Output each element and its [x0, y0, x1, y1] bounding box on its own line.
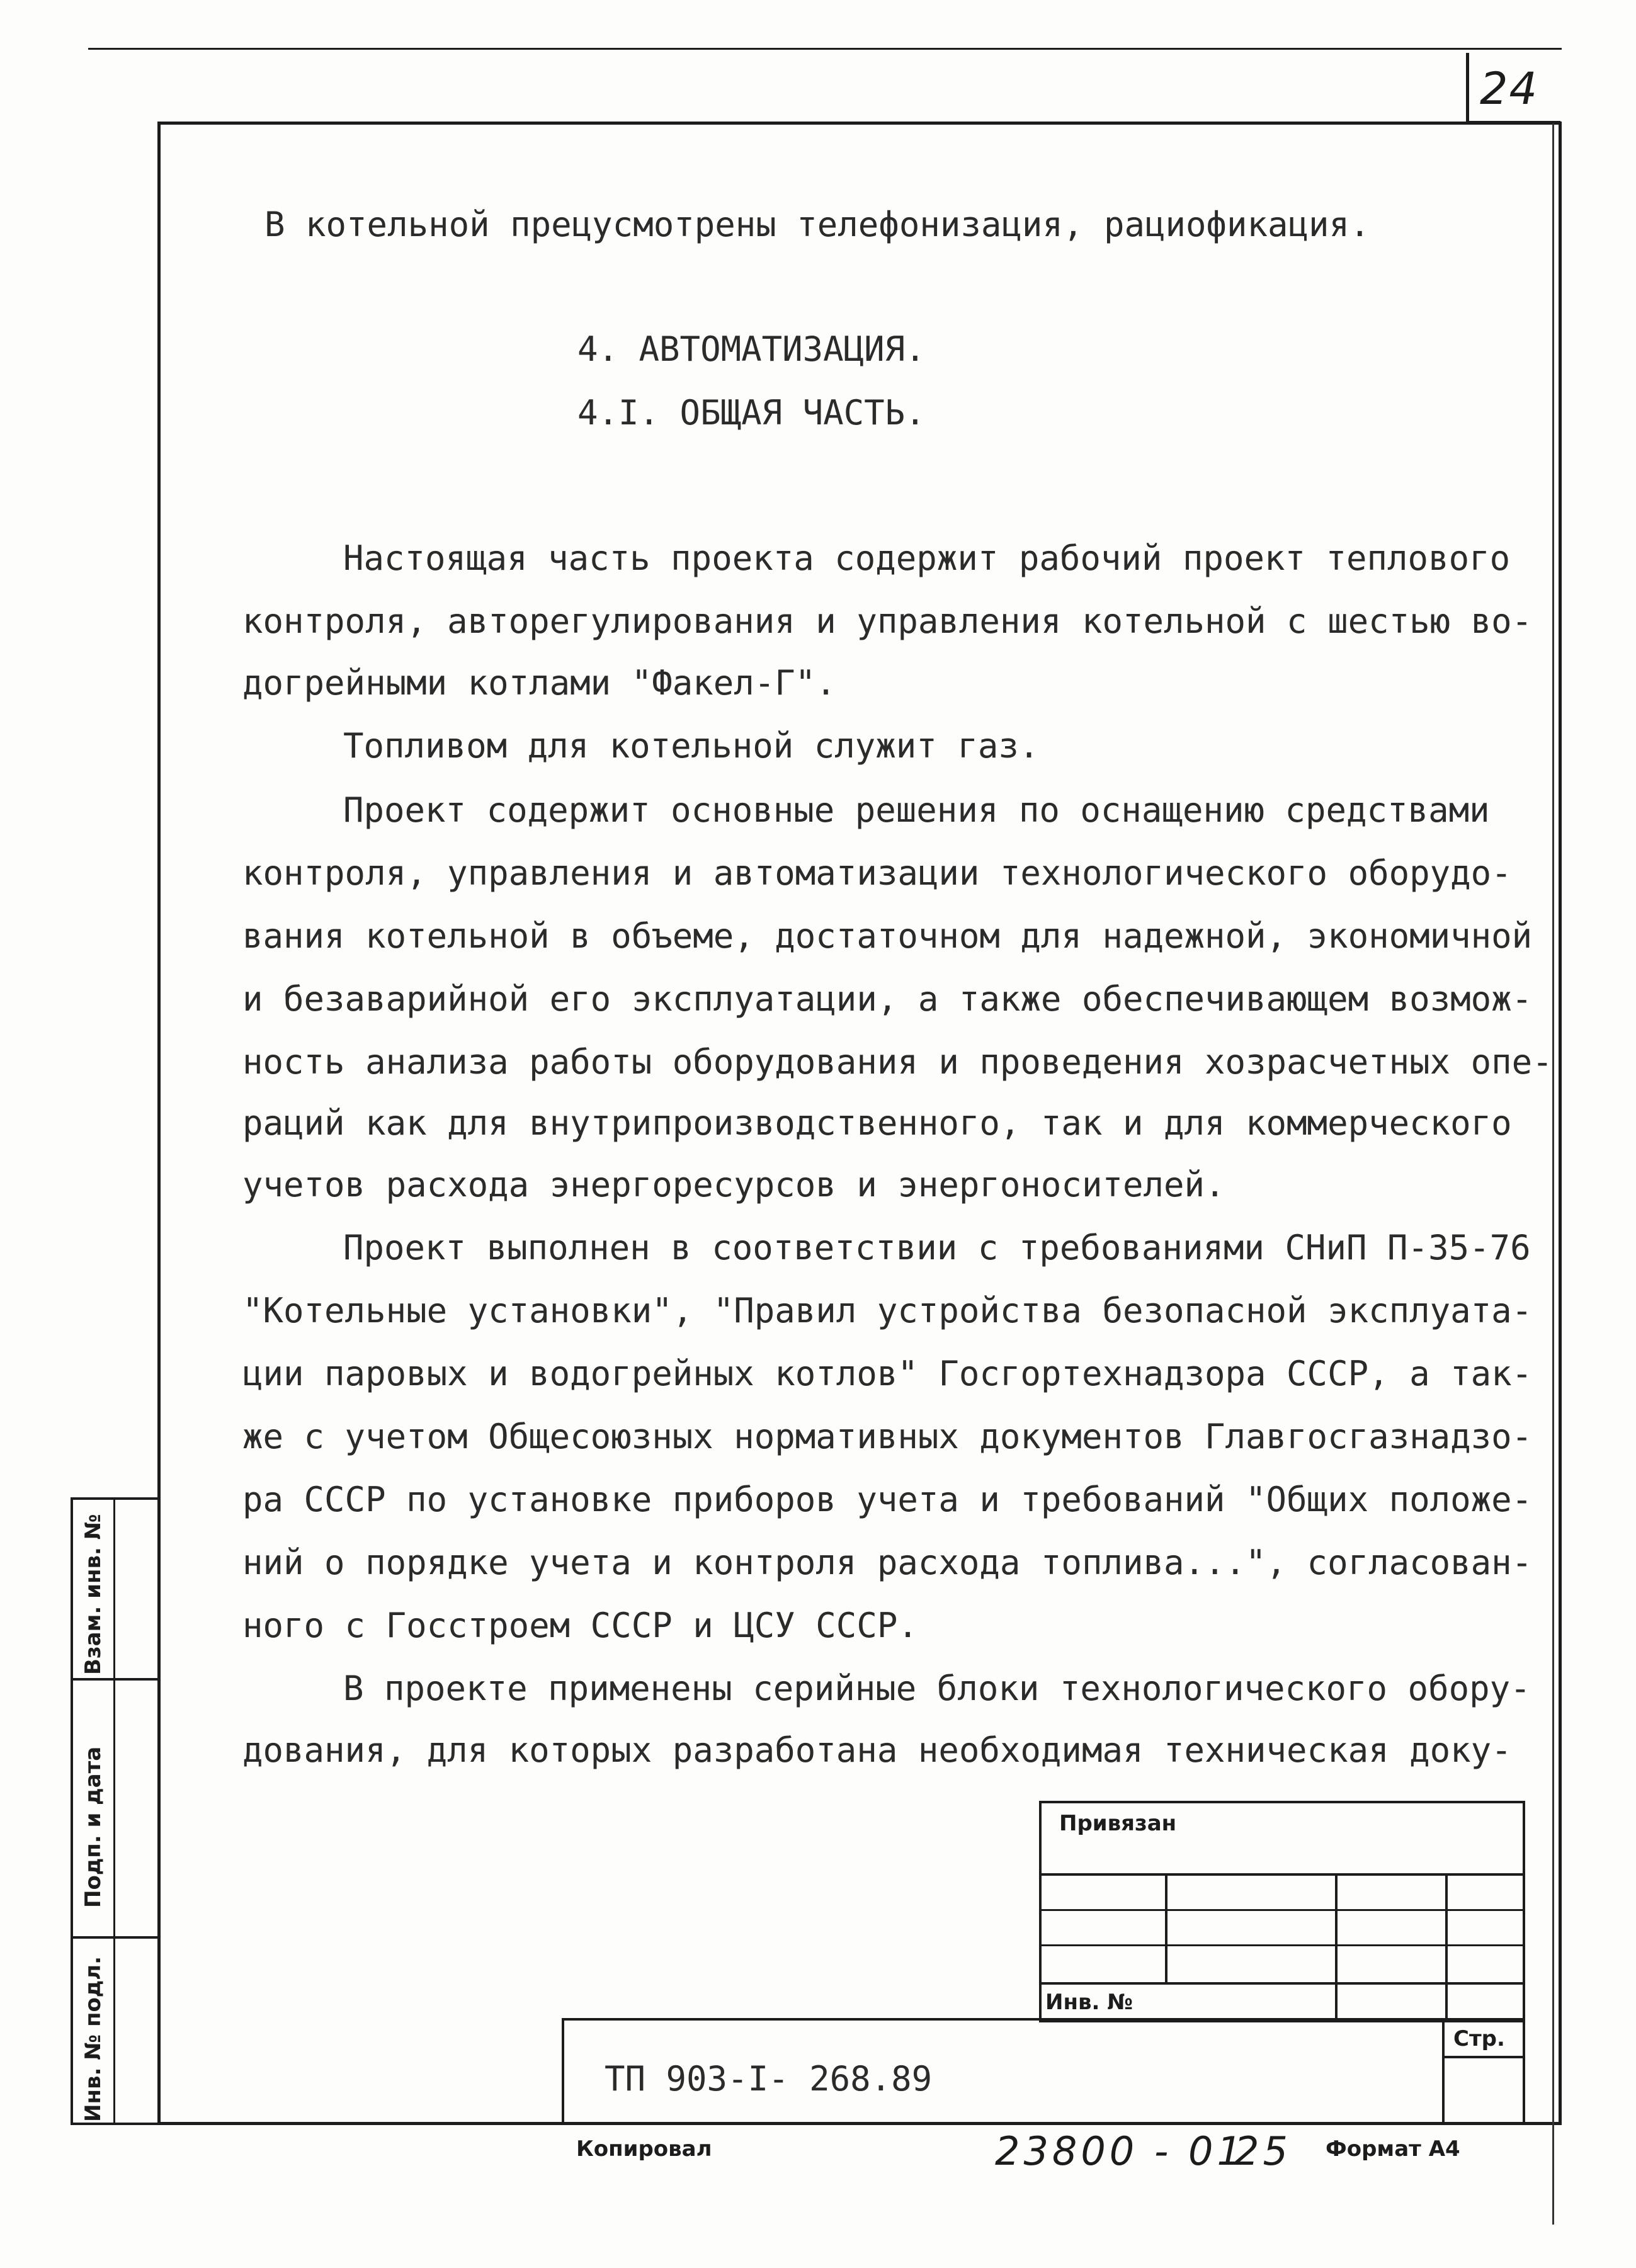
- inv-no-label: Инв. №: [1045, 1990, 1133, 2015]
- body-line: же с учетом Общесоюзных нормативных документов Главгосгазнадзо-: [242, 1417, 1533, 1456]
- privyazan-label: Привязан: [1059, 1811, 1177, 1836]
- sheet-number: 25: [1234, 2128, 1292, 2174]
- body-line: ний о порядке учета и контроля расхода топлива...", согласован-: [242, 1543, 1533, 1582]
- side-stamp-sep: [71, 1936, 160, 1939]
- page-number: 24: [1480, 63, 1539, 115]
- body-line: дования, для которых разработана необходимая техническая доку-: [242, 1730, 1512, 1770]
- title-block-hrule: [1039, 1909, 1525, 1911]
- title-block-hrule: [1039, 1982, 1525, 1985]
- title-block-vrule: [1442, 2018, 1445, 2125]
- side-label-podp-data: Подп. и дата: [81, 1746, 106, 1908]
- side-stamp-divider: [113, 1497, 115, 2125]
- body-line: Топливом для котельной служит газ.: [343, 726, 1040, 766]
- body-line: "Котельные установки", "Правил устройства безопасной эксплуата-: [242, 1291, 1533, 1330]
- side-label-vzam-inv: Взам. инв. №: [81, 1514, 106, 1675]
- body-line: Проект выполнен в соответствии с требованиями СНиП П-35-76: [343, 1228, 1531, 1267]
- subsection-heading: 4.I. ОБЩАЯ ЧАСТЬ.: [577, 393, 926, 433]
- body-line: ции паровых и водогрейных котлов" Госгортехнадзора СССР, а так-: [242, 1354, 1533, 1393]
- body-line: ность анализа работы оборудования и проведения хозрасчетных опе-: [242, 1042, 1553, 1082]
- kopiroval-label: Копировал: [576, 2136, 712, 2162]
- side-label-inv-podl: Инв. № подл.: [81, 1956, 106, 2122]
- section-heading: 4. АВТОМАТИЗАЦИЯ.: [577, 329, 926, 369]
- title-block-vrule: [1335, 1873, 1338, 2022]
- order-number: 23800 - 01: [995, 2128, 1246, 2174]
- body-line: раций как для внутрипроизводственного, так и для коммерческого: [242, 1103, 1512, 1143]
- top-rule: [88, 48, 1562, 50]
- body-line: и безаварийной его эксплуатации, а также обеспечивающем возмож-: [242, 979, 1533, 1019]
- page-label: Стр.: [1453, 2026, 1505, 2051]
- body-line: контроля, авторегулирования и управления котельной с шестью во-: [242, 601, 1533, 641]
- title-block-hrule: [1039, 1944, 1525, 1946]
- body-line: ра СССР по установке приборов учета и требований "Общих положе-: [242, 1480, 1533, 1519]
- title-block-vrule: [1165, 1873, 1167, 1982]
- body-line: догрейными котлами "Факел-Г".: [242, 663, 836, 703]
- body-line: вания котельной в объеме, достаточном для надежной, экономичной: [242, 916, 1533, 956]
- title-block-hrule: [1442, 2056, 1525, 2058]
- title-block-hrule: [1039, 1873, 1525, 1876]
- body-line: ного с Госстроем СССР и ЦСУ СССР.: [242, 1606, 918, 1645]
- body-line: контроля, управления и автоматизации технологического оборудо-: [242, 853, 1512, 893]
- right-edge-rule: [1552, 122, 1554, 2225]
- side-stamp-sep: [71, 1678, 160, 1681]
- body-line: В проекте применены серийные блоки технологического обору-: [343, 1669, 1531, 1708]
- format-label: Формат А4: [1326, 2136, 1460, 2162]
- body-line: Проект содержит основные решения по оснащению средствами: [343, 790, 1490, 830]
- title-block-vrule: [1445, 1873, 1448, 2022]
- body-line: учетов расхода энергоресурсов и энергоносителей.: [242, 1165, 1225, 1205]
- intro-line: В котельной прецусмотрены телефонизация, рациофикация.: [264, 205, 1370, 244]
- body-line: Настоящая часть проекта содержит рабочий проект теплового: [343, 538, 1511, 578]
- document-code: ТП 903-I- 268.89: [605, 2059, 933, 2099]
